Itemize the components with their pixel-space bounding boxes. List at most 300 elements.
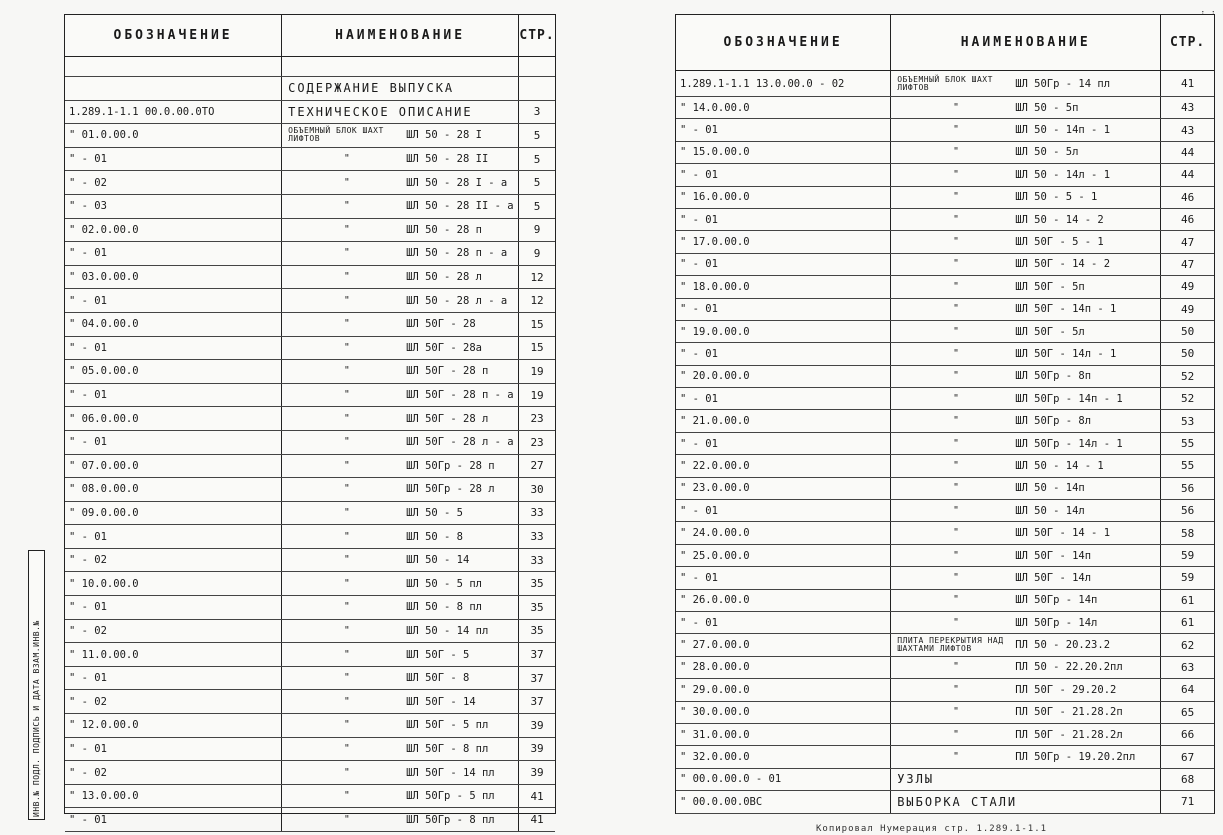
cell-item-type: " [343,341,351,353]
cell-code: " - 01 [65,808,282,831]
header-code: ОБОЗНАЧЕНИЕ [676,15,891,70]
table-row [676,590,1214,612]
table-row [65,785,555,809]
cell-name [282,77,519,100]
cell-item-type: " [343,672,351,684]
cell-code: " 18.0.00.0 [676,276,891,297]
cell-item-type: " [952,146,960,158]
table-row [676,410,1214,432]
cell-page: 9 [533,246,541,260]
cell-item-type: " [343,318,351,330]
cell-item-type: " [343,577,351,589]
cell-page: 37 [530,695,544,709]
cell-item-type: " [343,176,351,188]
cell-name [891,724,1161,745]
section-title: СОДЕРЖАНИЕ ВЫПУСКА [288,81,455,96]
cell-item-mark: ПЛ 50Гр - 19.20.2пл [1015,751,1136,764]
cell-page: 68 [1180,772,1195,786]
cell-item-mark: ПЛ 50 - 22.20.2пл [1015,661,1123,674]
cell-item-mark: ШЛ 50 - 28 I [406,129,482,142]
cell-name [282,337,519,360]
cell-code: " 06.0.00.0 [65,407,282,430]
cell-page: 47 [1180,235,1195,249]
cell-page [519,77,555,100]
cell-item-mark: ШЛ 50Гр - 28 п [406,459,495,472]
table-row [676,187,1214,209]
cell-item-type: " [952,504,960,516]
cell-page: 33 [530,553,544,567]
cell-name [891,119,1161,140]
table-row [65,337,555,361]
table-row [676,702,1214,724]
cell-item-mark: ШЛ 50Гр - 14п [1015,594,1098,607]
cell-name [891,433,1161,454]
cell-name [282,738,519,761]
cell-item-type: " [343,813,351,825]
table-row [676,567,1214,589]
cell-name [891,455,1161,476]
cell-item-mark: ШЛ 50 - 14п [1015,482,1085,495]
cell-code: " - 01 [676,119,891,140]
cell-page: 47 [1180,257,1195,271]
cell-page: 5 [533,199,541,213]
table-row [65,761,555,785]
cell-item-type: " [952,594,960,606]
cell-page [519,57,555,76]
cell-page: 39 [530,766,544,780]
cell-item-mark: ШЛ 50 - 5 пл [406,577,482,590]
cell-page: 41 [530,789,544,803]
cell-page: 19 [530,364,544,378]
cell-item-type: " [343,223,351,235]
cell-item-mark: ШЛ 50Гр - 5 пл [406,790,495,803]
cell-code: " - 02 [65,171,282,194]
table-row [65,407,555,431]
table-row [676,724,1214,746]
table-row [65,360,555,384]
cell-name [891,522,1161,543]
cell-name [282,785,519,808]
cell-code: " 23.0.00.0 [676,478,891,499]
cell-code: " 31.0.00.0 [676,724,891,745]
cell-item-type: " [952,527,960,539]
section-title: УЗЛЫ [897,772,935,787]
cell-page: 56 [1180,504,1195,518]
cell-page: 5 [533,152,541,166]
cell-name [282,502,519,525]
cell-item-type: " [952,571,960,583]
cell-name [282,171,519,194]
cell-item-type: " [343,459,351,471]
cell-name [891,567,1161,588]
table-row [65,313,555,337]
cell-code: " - 01 [676,433,891,454]
table-row [65,124,555,148]
cell-name [282,195,519,218]
cell-item-type: " [952,415,960,427]
cell-page: 35 [530,600,544,614]
cell-name [282,384,519,407]
cell-item-mark: ШЛ 50Г - 5л [1015,325,1085,338]
table-row [676,97,1214,119]
cell-page: 23 [530,435,544,449]
cell-item-type: " [343,648,351,660]
cell-page: 58 [1180,526,1195,540]
cell-code: " - 01 [676,209,891,230]
cell-item-type: " [952,482,960,494]
cell-name [282,431,519,454]
cell-page: 64 [1180,683,1195,697]
cell-code: " 22.0.00.0 [676,455,891,476]
cell-item-type: " [343,719,351,731]
cell-item-mark: ШЛ 50Гр - 8л [1015,415,1092,428]
cell-page: 50 [1180,347,1195,361]
cell-page: 46 [1180,213,1195,227]
cell-item-type: " [952,661,960,673]
cell-name [891,231,1161,252]
cell-name [891,791,1161,812]
header-name: НАИМЕНОВАНИЕ [891,15,1161,70]
table-header [676,15,1214,71]
cell-name [891,702,1161,723]
cell-page: 5 [533,176,541,190]
cell-name [891,478,1161,499]
cell-page: 66 [1180,728,1195,742]
cell-item-mark: ШЛ 50 - 28 п - а [406,247,508,260]
cell-item-type: " [952,124,960,136]
cell-item-type: " [343,766,351,778]
table-body [65,57,555,832]
cell-code: " 03.0.00.0 [65,266,282,289]
cell-item-type: " [343,389,351,401]
section-title: ТЕХНИЧЕСКОЕ ОПИСАНИЕ [288,104,473,119]
cell-page: 50 [1180,325,1195,339]
table-row [65,620,555,644]
cell-page: 46 [1180,190,1195,204]
cell-item-mark: ШЛ 50Гр - 14п - 1 [1015,392,1123,405]
header-code: ОБОЗНАЧЕНИЕ [65,15,282,56]
cell-page: 61 [1180,593,1195,607]
cell-code: " 29.0.00.0 [676,679,891,700]
table-row [676,478,1214,500]
cell-item-mark: ШЛ 50 - 5 - 1 [1015,191,1098,204]
cell-name [282,148,519,171]
table-row [65,549,555,573]
cell-name [891,366,1161,387]
table-row [676,746,1214,768]
table-row [65,455,555,479]
cell-name [891,187,1161,208]
cell-name [891,746,1161,767]
cell-name [891,164,1161,185]
cell-item-mark: ШЛ 50Г - 5п [1015,280,1085,293]
header-page: СТР. [519,28,555,43]
cell-name [891,657,1161,678]
table-row [676,71,1214,97]
cell-code: " 32.0.00.0 [676,746,891,767]
cell-name [891,97,1161,118]
cell-item-mark: ШЛ 50 - 14 пл [406,624,489,637]
cell-page: 9 [533,223,541,237]
cell-name [891,500,1161,521]
cell-item-mark: ШЛ 50Гр - 8п [1015,370,1092,383]
cell-page: 62 [1180,638,1195,652]
cell-item-type: " [343,200,351,212]
cell-page: 67 [1180,750,1195,764]
cell-item-type: " [952,370,960,382]
contents-table-right [675,14,1215,814]
cell-code: " - 01 [676,254,891,275]
cell-item-type: " [343,153,351,165]
cell-item-mark: ШЛ 50Г - 14 - 2 [1015,258,1111,271]
footer-note: Копировал Нумерация стр. 1.289.1-1.1 [816,824,1048,834]
table-row [65,431,555,455]
cell-code: " - 01 [676,164,891,185]
cell-name [282,101,519,124]
cell-code: " - 01 [65,148,282,171]
cell-item-type: " [952,303,960,315]
cell-page: 65 [1180,705,1195,719]
cell-item-mark: ШЛ 50Г - 14 пл [406,766,495,779]
cell-item-mark: ШЛ 50Гр - 14 пл [1015,77,1111,90]
cell-page: 37 [530,648,544,662]
cell-name [282,761,519,784]
table-row [65,195,555,219]
cell-page: 52 [1180,392,1195,406]
table-row [676,276,1214,298]
table-row [65,171,555,195]
table-row [676,142,1214,164]
cell-code [65,77,282,100]
cell-code: " 17.0.00.0 [676,231,891,252]
table-row [65,525,555,549]
cell-name [891,679,1161,700]
table-row [676,299,1214,321]
cell-code: " 19.0.00.0 [676,321,891,342]
cell-code: " 26.0.00.0 [676,590,891,611]
table-row [676,343,1214,365]
cell-item-mark: ШЛ 50Гр - 8 пл [406,813,495,826]
cell-name [891,71,1161,96]
table-row [65,384,555,408]
cell-code: " - 01 [65,738,282,761]
cell-code: " 12.0.00.0 [65,714,282,737]
cell-item-type: " [952,191,960,203]
cell-item-mark: ШЛ 50 - 28 л [406,271,482,284]
cell-item-type: " [952,392,960,404]
cell-item-type: " [343,365,351,377]
cell-name [282,667,519,690]
cell-item-mark: ШЛ 50Г - 5 - 1 [1015,236,1104,249]
cell-item-mark: ШЛ 50Гр - 14л - 1 [1015,437,1123,450]
cell-code: " 09.0.00.0 [65,502,282,525]
cell-item-type: " [343,554,351,566]
cell-code: " 10.0.00.0 [65,572,282,595]
cell-page: 39 [530,718,544,732]
table-row [65,289,555,313]
cell-code: " - 01 [676,612,891,633]
cell-item-mark: ШЛ 50 - 28 л - а [406,294,508,307]
cell-item-mark: ШЛ 50 - 5п [1015,101,1079,114]
cell-item-mark: ШЛ 50Г - 14л - 1 [1015,347,1117,360]
cell-item-type: ОБЪЕМНЫЙ БЛОК ШАХТ ЛИФТОВ [897,74,993,92]
cell-name [282,242,519,265]
table-row [65,478,555,502]
cell-code: " - 03 [65,195,282,218]
cell-page: 19 [530,388,544,402]
cell-name [891,299,1161,320]
cell-name [282,596,519,619]
cell-page: 23 [530,412,544,426]
section-title: ВЫБОРКА СТАЛИ [897,794,1018,809]
cell-code [65,57,282,76]
table-row [65,101,555,125]
cell-page: 33 [530,530,544,544]
cell-page: 44 [1180,168,1195,182]
cell-item-type: " [343,530,351,542]
table-header [65,15,555,57]
cell-item-type: " [343,271,351,283]
cell-name [282,808,519,831]
cell-item-type: " [952,347,960,359]
cell-item-type: " [343,506,351,518]
cell-name [282,643,519,666]
cell-code: " 25.0.00.0 [676,545,891,566]
cell-code: " - 01 [65,525,282,548]
cell-code: " 14.0.00.0 [676,97,891,118]
cell-code: " 30.0.00.0 [676,702,891,723]
cell-name [282,478,519,501]
cell-item-mark: ШЛ 50Г - 5 [406,648,470,661]
cell-item-mark: ШЛ 50 - 28 II - а [406,200,514,213]
cell-code: " 13.0.00.0 [65,785,282,808]
cell-item-mark: ПЛ 50 - 20.23.2 [1015,639,1111,652]
cell-page: 5 [533,128,541,142]
cell-item-type: " [343,601,351,613]
cell-name [282,572,519,595]
cell-page: 12 [530,270,544,284]
cell-code: " - 01 [65,289,282,312]
cell-code: " 27.0.00.0 [676,634,891,655]
cell-page: 71 [1180,795,1195,809]
cell-page: 63 [1180,660,1195,674]
cell-code: " 24.0.00.0 [676,522,891,543]
table-row [676,634,1214,656]
cell-item-mark: ПЛ 50Г - 21.28.2л [1015,728,1123,741]
cell-item-type: " [343,412,351,424]
cell-code: " 08.0.00.0 [65,478,282,501]
cell-item-type: " [952,549,960,561]
cell-item-type: " [952,616,960,628]
cell-code: " 01.0.00.0 [65,124,282,147]
cell-name [282,549,519,572]
cell-item-type: " [343,483,351,495]
cell-code: " - 01 [676,343,891,364]
cell-item-mark: ШЛ 50Г - 14 - 1 [1015,527,1111,540]
cell-name [891,254,1161,275]
side-stamp-text: ИНВ.№ ПОДЛ. ПОДПИСЬ И ДАТА ВЗАМ.ИНВ.№ [32,620,41,817]
table-row [65,596,555,620]
cell-code: " - 01 [65,384,282,407]
cell-item-type: " [343,624,351,636]
cell-name [282,714,519,737]
cell-item-type: " [952,280,960,292]
cell-item-mark: ПЛ 50Г - 21.28.2п [1015,706,1123,719]
cell-item-type: " [343,742,351,754]
table-row [676,366,1214,388]
cell-page: 41 [530,813,544,827]
cell-name [282,407,519,430]
cell-item-mark: ШЛ 50 - 14л - 1 [1015,168,1111,181]
cell-name [282,360,519,383]
cell-item-mark: ШЛ 50Г - 14п [1015,549,1092,562]
table-row [676,545,1214,567]
cell-item-mark: ШЛ 50 - 5 [406,506,464,519]
table-row [676,388,1214,410]
cell-name [282,313,519,336]
cell-code: " - 01 [676,299,891,320]
cell-item-type: ПЛИТА ПЕРЕКРЫТИЯ НАД ШАХТАМИ ЛИФТОВ [897,636,1004,654]
cell-item-type: " [343,247,351,259]
cell-item-type: " [952,437,960,449]
cell-item-mark: ШЛ 50Г - 14 [406,695,476,708]
cell-code: " - 01 [676,388,891,409]
cell-name [891,142,1161,163]
cell-code: " 15.0.00.0 [676,142,891,163]
cell-item-mark: ШЛ 50 - 5л [1015,146,1079,159]
cell-item-type: " [952,258,960,270]
cell-page: 27 [530,459,544,473]
cell-page: 43 [1180,101,1195,115]
header-page: СТР. [1169,35,1206,50]
cell-item-mark: ШЛ 50 - 14п - 1 [1015,124,1111,137]
cell-code: " - 01 [65,242,282,265]
cell-page: 44 [1180,145,1195,159]
cell-page: 37 [530,671,544,685]
table-row [676,164,1214,186]
cell-page: 59 [1180,549,1195,562]
cell-code: " - 02 [65,549,282,572]
cell-name [891,276,1161,297]
cell-item-mark: ШЛ 50 - 28 п [406,223,482,236]
cell-item-mark: ПЛ 50Г - 29.20.2 [1015,683,1117,696]
side-stamp [28,550,45,820]
cell-name [891,388,1161,409]
cell-name [891,545,1161,566]
cell-name [891,590,1161,611]
cell-item-type: " [952,101,960,113]
cell-code: " - 01 [65,596,282,619]
cell-name [282,124,519,147]
table-row [676,679,1214,701]
table-row [65,77,555,101]
cell-name [891,634,1161,655]
table-row [676,321,1214,343]
table-row [676,455,1214,477]
cell-item-mark: ШЛ 50Г - 28 л [406,412,489,425]
cell-item-type: " [952,751,960,763]
table-row [65,502,555,526]
table-row [676,433,1214,455]
cell-code: " 05.0.00.0 [65,360,282,383]
cell-page: 15 [530,341,544,355]
cell-name [891,343,1161,364]
cell-code: " - 01 [65,337,282,360]
contents-table-left [64,14,556,827]
cell-page: 56 [1180,481,1195,495]
cell-name [282,266,519,289]
table-row [65,242,555,266]
